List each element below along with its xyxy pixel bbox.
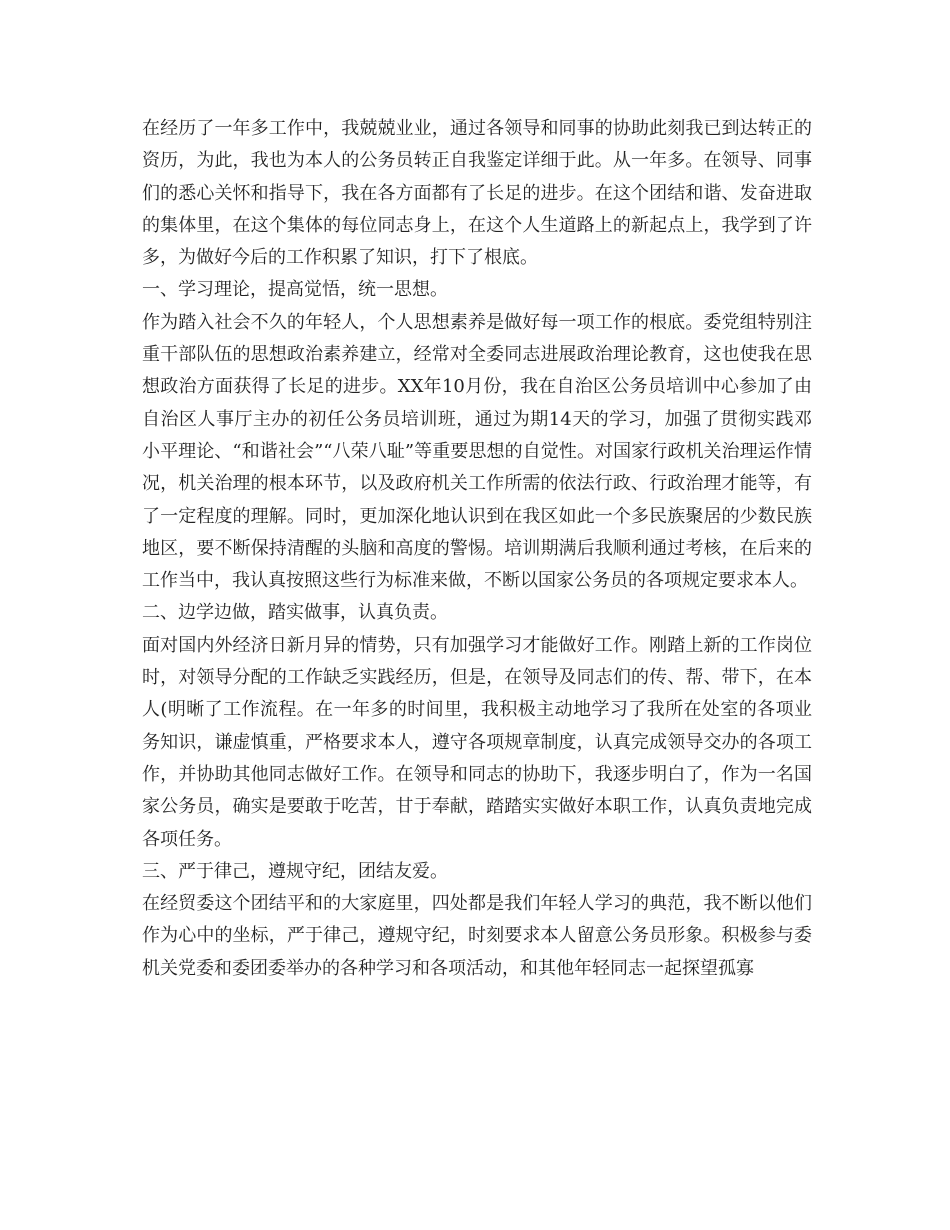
section-1-paragraph: 作为踏入社会不久的年轻人，个人思想素养是做好每一项工作的根底。委党组特别注重干部队伍的思想政治素养建立，经常对全委同志进展政治理论教育，这也使我在思想政治方面获得了长足的进步。XX年10月份，我在自治区公务员培训中心参加了由自治区人事厅主办的初任公务员培训班，通过为期14天的学习，加强了贯彻实践邓小平理论、“和谐社会”“八荣八耻”等重要思想的自觉性。对国家行政机关治理运作情况，机关治理的根本环节，以及政府机关工作所需的依法行政、行政治理才能等，有了一定程度的理解。同时，更加深化地认识到在我区如此一个多民族聚居的少数民族地区，要不断保持清醒的头脑和高度的警惕。培训期满后我顺利通过考核，在后来的工作当中，我认真按照这些行为标准来做，不断以国家公务员的各项规定要求本人。 (142, 311, 812, 592)
document-page (142, 113, 812, 985)
section-1-heading: 一、学习理论，提高觉悟，统一思想。 (142, 279, 448, 301)
section-3-heading: 三、严于律己，遵规守纪，团结友爱。 (142, 860, 448, 882)
section-2-heading: 二、边学边做，踏实做事，认真负责。 (142, 602, 448, 624)
section-3-paragraph: 在经贸委这个团结平和的大家庭里，四处都是我们年轻人学习的典范，我不断以他们作为心中的坐标，严于律己，遵规守纪，时刻要求本人留意公务员形象。积极参与委机关党委和委团委举办的各种学习和各项活动，和其他年轻同志一起探望孤寡 (142, 893, 812, 979)
section-2-paragraph: 面对国内外经济日新月异的情势，只有加强学习才能做好工作。刚踏上新的工作岗位时，对领导分配的工作缺乏实践经历，但是，在领导及同志们的传、帮、带下，在本人(明晰了工作流程。在一年多的时间里，我积极主动地学习了我所在处室的各项业务知识，谦虚慎重，严格要求本人，遵守各项规章制度，认真完成领导交办的各项工作，并协助其他同志做好工作。在领导和同志的协助下，我逐步明白了，作为一名国家公务员，确实是要敢于吃苦，甘于奉献，踏踏实实做好本职工作，认真负责地完成各项任务。 (142, 634, 812, 850)
intro-paragraph: 在经历了一年多工作中，我兢兢业业，通过各领导和同事的协助此刻我已到达转正的资历，为此，我也为本人的公务员转正自我鉴定详细于此。从一年多。在领导、同事们的悉心关怀和指导下，我在各方面都有了长足的进步。在这个团结和谐、发奋进取的集体里，在这个集体的每位同志身上，在这个人生道路上的新起点上，我学到了许多，为做好今后的工作积累了知识，打下了根底。 (142, 118, 812, 269)
